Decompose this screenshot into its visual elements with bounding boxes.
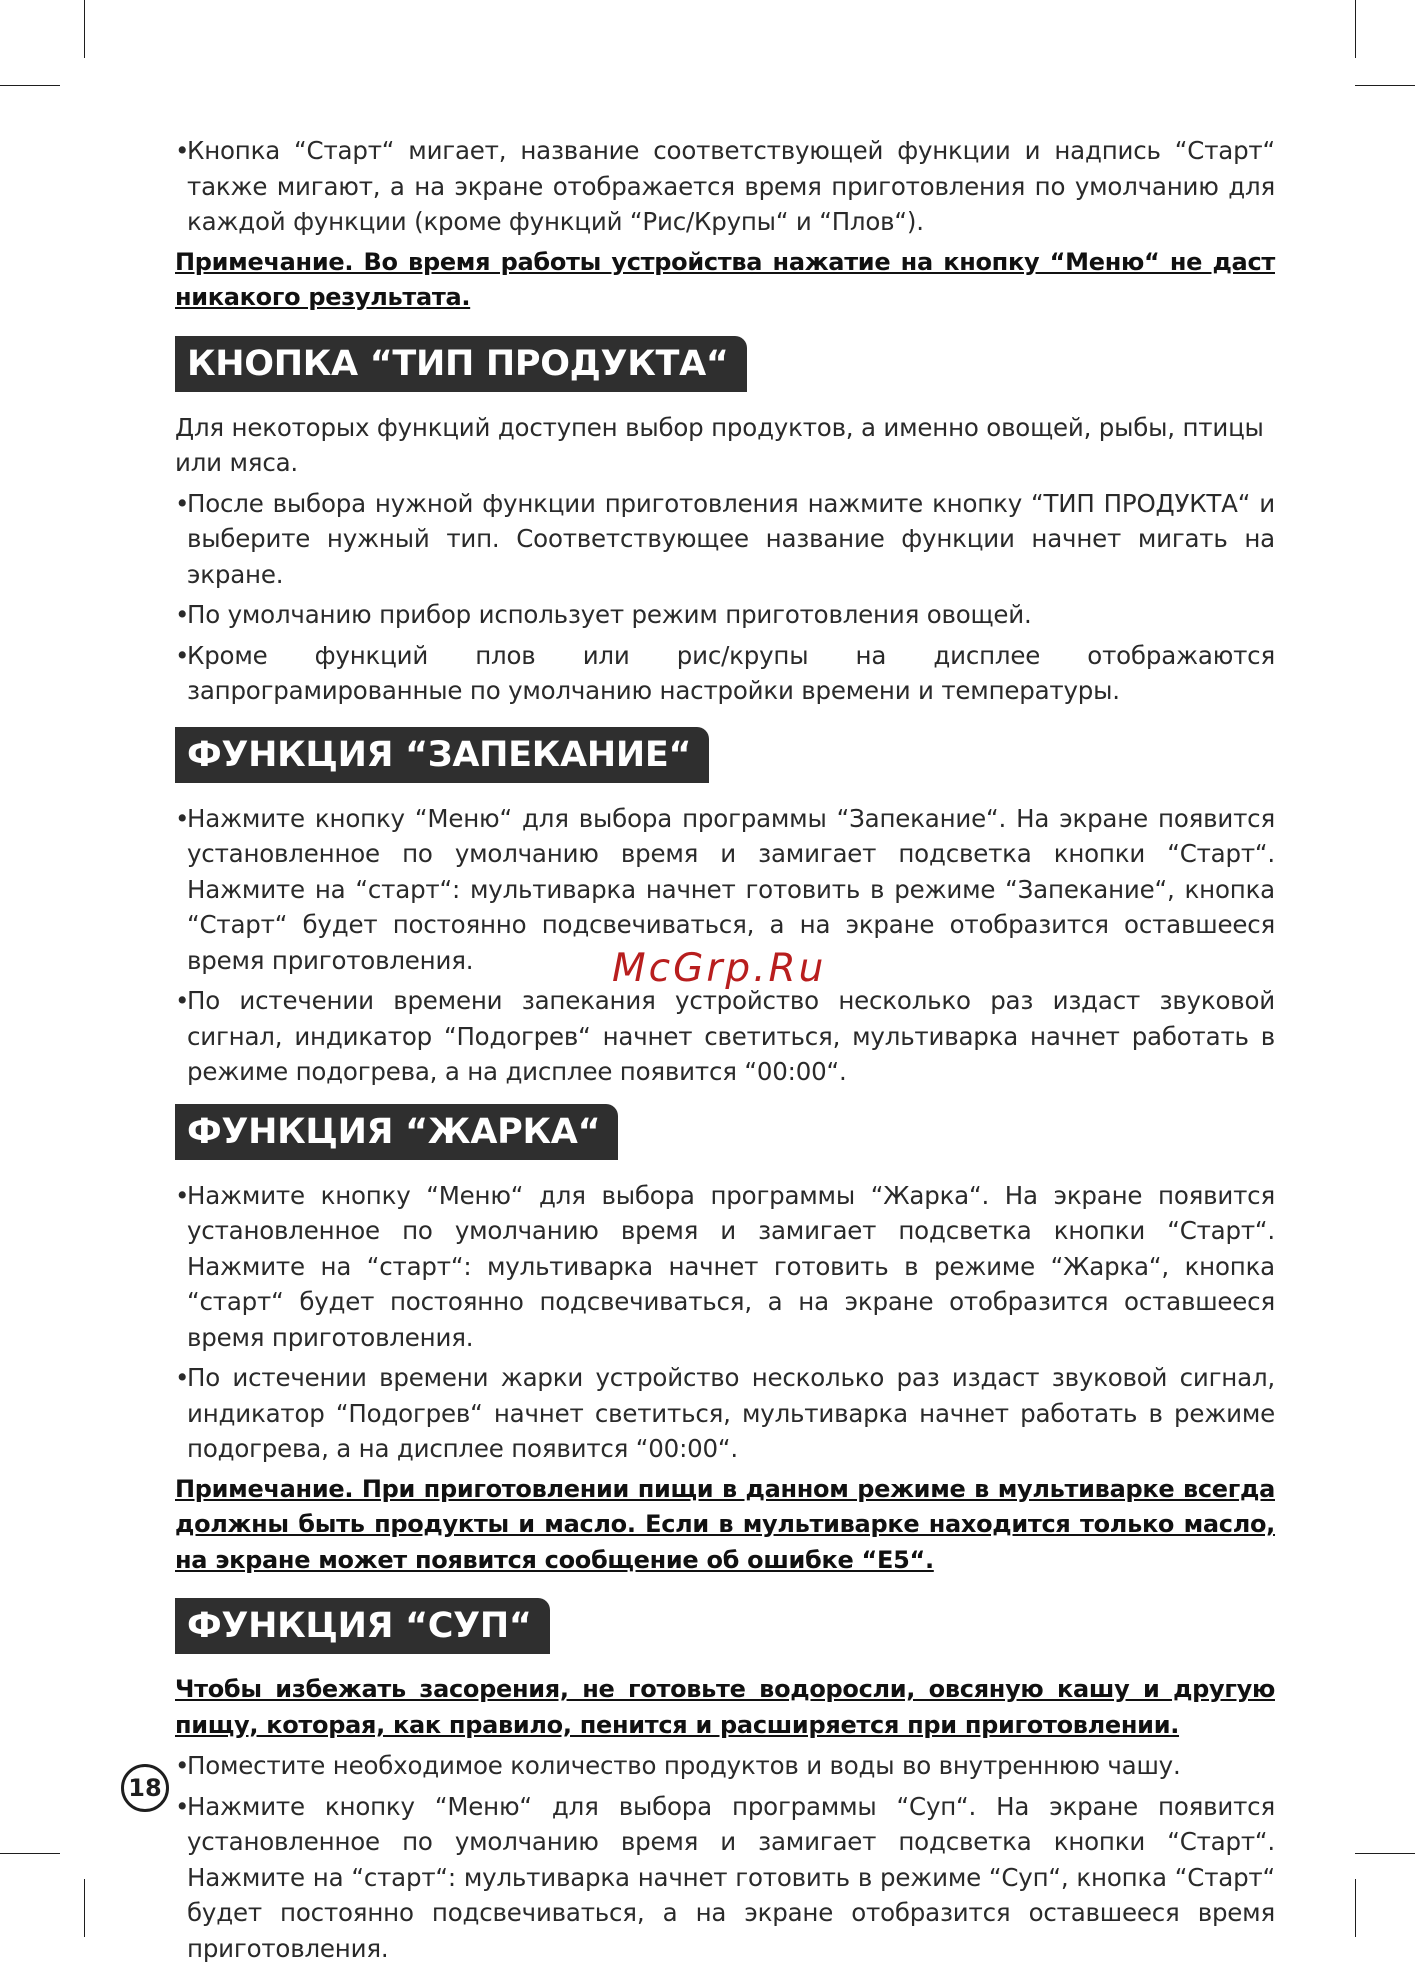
- page-content: [175, 133, 1275, 1971]
- list-item: • Нажмите кнопку “Меню“ для выбора программы “Жарка“. На экране появится установленное по умолчанию время и замигает подсветка кнопки “Старт“. Нажмите на “старт“: мультиварка начнет готовить в режиме “Жарка“, кнопка “старт“ будет постоянно подсвечиваться, а на экране отобразится оставшееся время приготовления.: [175, 1178, 1275, 1356]
- crop-mark: [84, 1879, 85, 1937]
- list-item: • По истечении времени жарки устройство несколько раз издаст звуковой сигнал, индикатор “Подогрев“ начнет светиться, мультиварка начнет работать в режиме подогрева, а на дисплее появится “00:00“.: [175, 1360, 1275, 1467]
- section-frying: [175, 1104, 1275, 1579]
- list-item: • По умолчанию прибор использует режим приготовления овощей.: [175, 597, 1275, 633]
- crop-mark: [0, 1853, 60, 1854]
- list-item: • По истечении времени запекания устройство несколько раз издаст звуковой сигнал, индикатор “Подогрев“ начнет светиться, мультиварка начнет работать в режиме подогрева, а на дисплее появится “00:00“.: [175, 983, 1275, 1090]
- list-item: • Кнопка “Старт“ мигает, название соответствующей функции и надпись “Старт“ также мигают, а на экране отображается время приготовления по умолчанию для каждой функции (кроме функций “Рис/Крупы“ и “Плов“).: [175, 133, 1275, 240]
- list-item: • Поместите необходимое количество продуктов и воды во внутреннюю чашу.: [175, 1748, 1275, 1784]
- list-item: • Нажмите кнопку “Меню“ для выбора программы “Суп“. На экране появится установленное по умолчанию время и замигает подсветка кнопки “Старт“. Нажмите на “старт“: мультиварка начнет готовить в режиме “Суп“, кнопка “Старт“ будет постоянно подсвечиваться, а на экране отобразится оставшееся время приготовления.: [175, 1789, 1275, 1967]
- crop-mark: [1355, 1879, 1356, 1937]
- warning-soup: Чтобы избежать засорения, не готовьте водоросли, овсяную кашу и другую пищу, которая, как правило, пенится и расширяется при приготовлении.: [175, 1675, 1275, 1739]
- section-heading: ФУНКЦИЯ “ЗАПЕКАНИЕ“: [175, 727, 709, 783]
- section-heading: ФУНКЦИЯ “ЖАРКА“: [175, 1104, 618, 1160]
- page-number: 18: [121, 1764, 169, 1812]
- note-frying: Примечание. При приготовлении пищи в данном режиме в мультиварке всегда должны быть продукты и масло. Если в мультиварке находится только масло, на экране может появится сообщение об ошибке “E5“.: [175, 1474, 1275, 1574]
- section-soup: [175, 1598, 1275, 1966]
- crop-mark: [1355, 0, 1356, 58]
- list-item: • Кроме функций плов или рис/крупы на дисплее отображаются запрограмированные по умолчанию настройки времени и температуры.: [175, 638, 1275, 709]
- crop-mark: [1355, 85, 1415, 86]
- section-heading: ФУНКЦИЯ “СУП“: [175, 1598, 550, 1654]
- list-item: • Нажмите кнопку “Меню“ для выбора программы “Запекание“. На экране появится установленное по умолчанию время и замигает подсветка кнопки “Старт“. Нажмите на “старт“: мультиварка начнет готовить в режиме “Запекание“, кнопка “Старт“ будет постоянно подсвечиваться, а на экране отобразится оставшееся время приготовления.: [175, 801, 1275, 979]
- section-baking: [175, 727, 1275, 1090]
- crop-mark: [84, 0, 85, 58]
- crop-mark: [0, 85, 60, 86]
- section-heading: КНОПКА “ТИП ПРОДУКТА“: [175, 336, 747, 392]
- list-item: • После выбора нужной функции приготовления нажмите кнопку “ТИП ПРОДУКТА“ и выберите нужный тип. Соответствующее название функции начнет мигать на экране.: [175, 486, 1275, 593]
- section-product-type: [175, 336, 1275, 709]
- note-menu: Примечание. Во время работы устройства нажатие на кнопку “Меню“ не даст никакого результата.: [175, 247, 1275, 311]
- crop-mark: [1355, 1853, 1415, 1854]
- section-intro: Для некоторых функций доступен выбор продуктов, а именно овощей, рыбы, птицы или мяса.: [175, 412, 1264, 477]
- watermark-logo: McGrp.Ru: [612, 946, 827, 991]
